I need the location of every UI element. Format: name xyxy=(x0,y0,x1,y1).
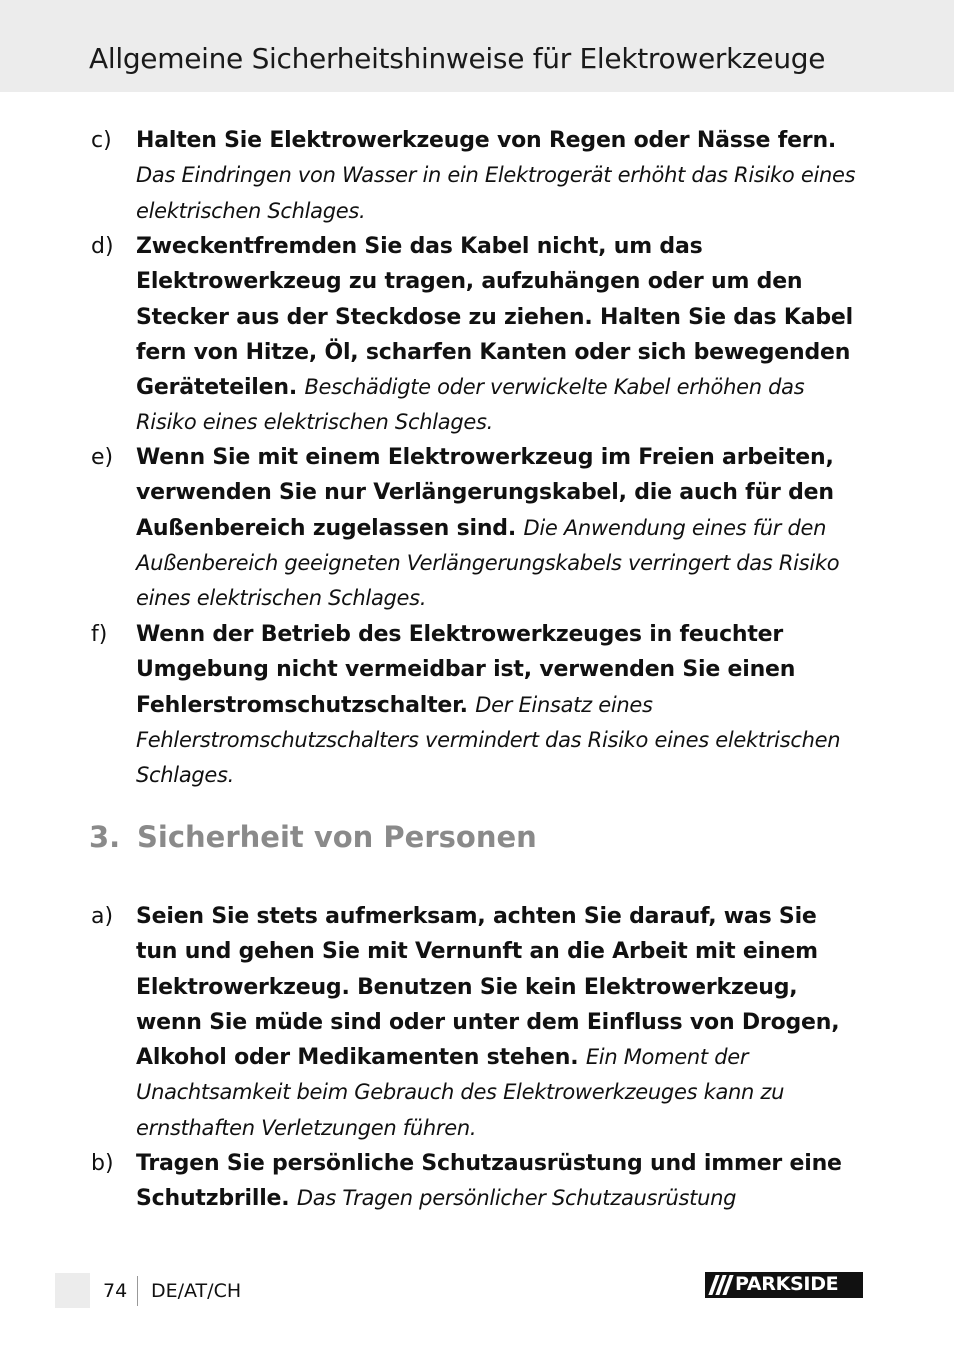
header-band xyxy=(0,0,954,92)
item-body xyxy=(136,1146,864,1217)
item-italic-text: Das Eindringen von Wasser in ein Elektrogerät erhöht das Risiko eines elektrischen Schlages. xyxy=(136,163,856,223)
page-number: 74 xyxy=(103,1280,128,1302)
item-letter: b) xyxy=(91,1151,114,1176)
item-body xyxy=(136,899,864,1146)
item-letter: a) xyxy=(91,904,114,929)
country-codes: DE/AT/CH xyxy=(151,1280,242,1302)
item-bold-text: Halten Sie Elektrowerkzeuge von Regen oder Nässe fern. xyxy=(136,128,837,153)
item-body xyxy=(136,617,864,793)
item-bold-text: Zweckentfremden Sie das Kabel nicht, um das Elektrowerkzeug zu tragen, aufzuhängen oder um den Stecker aus der Steckdose zu ziehen. Halten Sie das Kabel fern von Hitze, Öl, scharfen Kanten oder sich bewegenden Geräteteilen. xyxy=(136,234,853,401)
logo-text: PARKSIDE xyxy=(735,1273,839,1295)
section-number: 3. xyxy=(89,820,121,854)
item-bold-text: Seien Sie stets aufmerksam, achten Sie darauf, was Sie tun und gehen Sie mit Vernunft an die Arbeit mit einem Elektrowerkzeug. Benutzen Sie kein Elektrowerkzeug, wenn Sie müde sind oder unter dem Einfluss von Drogen, Alkohol oder Medikamenten stehen. xyxy=(136,904,840,1071)
item-body xyxy=(136,440,864,616)
item-letter: d) xyxy=(91,234,114,259)
item-letter: c) xyxy=(91,128,112,153)
item-italic-text: Ein Moment der Unachtsamkeit beim Gebrauch des Elektrowerkzeuges kann zu ernsthaften Verletzungen führen. xyxy=(136,1045,785,1140)
footer-marker-box xyxy=(55,1273,90,1308)
item-italic-text: Beschädigte oder verwickelte Kabel erhöhen das Risiko eines elektrischen Schlages. xyxy=(136,375,805,435)
item-letter: e) xyxy=(91,445,114,470)
item-body xyxy=(136,229,864,441)
item-bold-text: Wenn der Betrieb des Elektrowerkzeuges in feuchter Umgebung nicht vermeidbar ist, verwenden Sie einen Fehlerstromschutzschalter. xyxy=(136,622,796,718)
item-italic-text: Die Anwendung eines für den Außenbereich geeigneten Verlängerungskabels verringert das Risiko eines elektrischen Schlages. xyxy=(136,515,840,611)
item-italic-text: Der Einsatz eines Fehlerstromschutzschalters vermindert das Risiko eines elektrischen Schlages. xyxy=(136,692,841,788)
section-heading xyxy=(89,820,537,854)
footer-divider xyxy=(137,1276,138,1306)
item-body xyxy=(136,123,864,229)
item-italic-text: Das Tragen persönlicher Schutzausrüstung xyxy=(296,1186,737,1211)
parkside-logo xyxy=(705,1272,863,1298)
section-title: Sicherheit von Personen xyxy=(137,820,537,854)
page-header-title: Allgemeine Sicherheitshinweise für Elektrowerkzeuge xyxy=(89,42,826,75)
item-letter: f) xyxy=(91,622,108,647)
item-bold-text: Tragen Sie persönliche Schutzausrüstung und immer eine Schutzbrille. xyxy=(136,1151,842,1212)
item-bold-text: Wenn Sie mit einem Elektrowerkzeug im Freien arbeiten, verwenden Sie nur Verlängerungskabel, die auch für den Außenbereich zugelassen sind. xyxy=(136,445,834,541)
